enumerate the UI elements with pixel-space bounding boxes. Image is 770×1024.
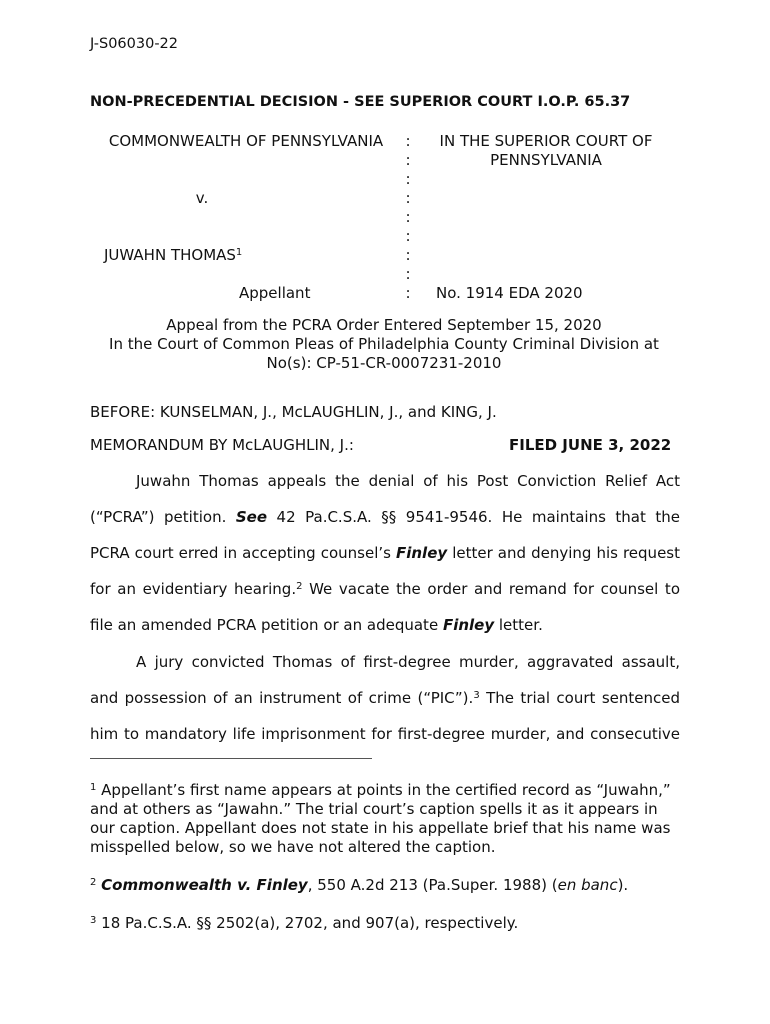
text-line: PCRA court erred in accepting counsel’s Finley letter and denying his request <box>90 544 680 562</box>
footnote-3: $^3$ 18 Pa.C.S.A. §§ 2502(a), 2702, and 907(a), respectively. <box>90 914 519 932</box>
colon: : <box>405 265 411 283</box>
footnote-ref-3: 3 <box>473 690 480 701</box>
case-number: No. 1914 EDA 2020 <box>436 284 583 302</box>
footnote-2: $^2$ Commonwealth v. Finley, 550 A.2d 213 (Pa.Super. 1988) (en banc). <box>90 876 629 894</box>
plaintiff-name: COMMONWEALTH OF PENNSYLVANIA <box>108 132 384 150</box>
text-line: Juwahn Thomas appeals the denial of his Post Conviction Relief Act <box>136 472 680 490</box>
footnote-ref-2: 2 <box>296 581 303 592</box>
colon: : <box>405 132 411 150</box>
memorandum-author: MEMORANDUM BY McLAUGHLIN, J.: <box>90 436 354 454</box>
text-line: (“PCRA”) petition. See 42 Pa.C.S.A. §§ 9541-9546. He maintains that the <box>90 508 680 526</box>
footnote-number: 3 <box>90 915 97 926</box>
footnote-1: $^1$ Appellant’s first name appears at points in the certified record as “Juwahn,” and at others as “Jawahn.” The trial court’s caption spells it as it appears in our caption. Appellant does not state in his appellate brief that his name was misspelled below, so we have not altered the caption. <box>90 781 671 856</box>
colon: : <box>405 227 411 245</box>
appellant-role: Appellant <box>239 284 311 302</box>
footnote-ref-1: 1 <box>235 247 243 258</box>
footnote-number: 1 <box>90 782 97 793</box>
text-line: A jury convicted Thomas of first-degree murder, aggravated assault, <box>136 653 680 671</box>
colon: : <box>405 208 411 226</box>
footnote-number: 2 <box>90 877 97 888</box>
text-line: for an evidentiary hearing.$^2$ We vacate the order and remand for counsel to <box>90 580 680 598</box>
case-citation: Commonwealth v. Finley <box>101 876 308 894</box>
footnote-divider <box>90 758 372 759</box>
appeal-statement: Appeal from the PCRA Order Entered September 15, 2020 In the Court of Common Pleas of Philadelphia County Criminal Division at No(s): CP-51-CR-0007231-2010 <box>109 316 659 372</box>
colon: : <box>405 246 411 264</box>
colon: : <box>405 151 411 169</box>
text-line: him to mandatory life imprisonment for first-degree murder, and consecutive <box>90 725 680 743</box>
signal-see: See <box>235 508 268 526</box>
filed-date: FILED JUNE 3, 2022 <box>509 436 672 454</box>
panel-before: BEFORE: KUNSELMAN, J., McLAUGHLIN, J., and KING, J. <box>90 403 497 421</box>
text-line: and possession of an instrument of crime (“PIC”).$^3$ The trial court sentenced <box>90 689 680 707</box>
non-precedential-heading: NON-PRECEDENTIAL DECISION - SEE SUPERIOR COURT I.O.P. 65.37 <box>90 94 631 110</box>
colon: : <box>405 284 411 302</box>
colon: : <box>405 170 411 188</box>
text-line: file an amended PCRA petition or an adequate Finley letter. <box>90 616 543 634</box>
case-name-finley: Finley <box>442 616 495 634</box>
versus-label: v. <box>195 189 209 207</box>
case-name-finley: Finley <box>395 544 448 562</box>
docket-number: J-S06030-22 <box>90 36 179 52</box>
defendant-name: JUWAHN THOMAS$^1$ <box>104 246 243 264</box>
colon: : <box>405 189 411 207</box>
court-name: IN THE SUPERIOR COURT OF PENNSYLVANIA <box>439 132 653 169</box>
